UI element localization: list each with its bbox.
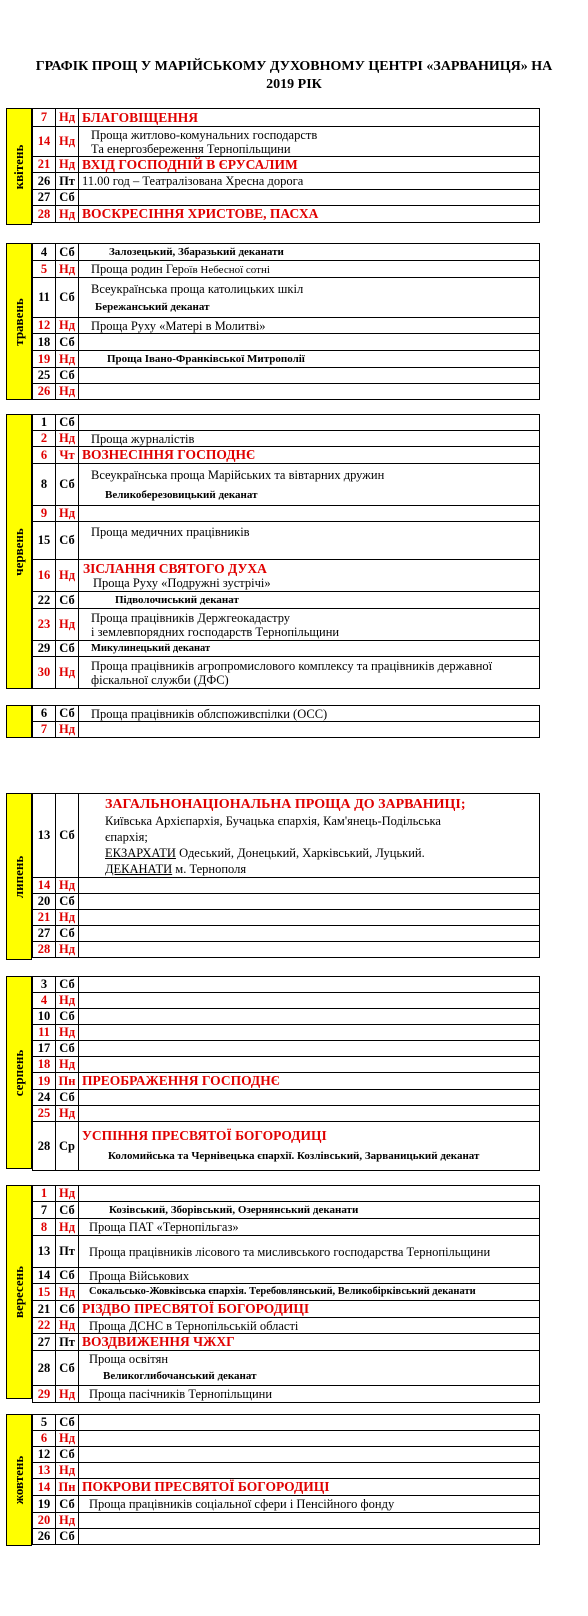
weekday-cell: Нд <box>56 1106 79 1122</box>
month-label-may <box>6 243 32 400</box>
august-table <box>32 976 540 1171</box>
table-row <box>33 109 540 127</box>
month-name: вересень <box>11 1265 26 1319</box>
weekday-cell: Нд <box>56 431 79 447</box>
event-cell: Проща ДСНС в Тернопільській області <box>79 1318 540 1334</box>
event-cell: Підволочиський деканат <box>79 592 540 609</box>
title-line-1: ГРАФІК ПРОЩ У МАРІЙСЬКОМУ ДУХОВНОМУ ЦЕНТРІ «ЗАРВАНИЦЯ» НА <box>35 59 553 74</box>
day-cell: 22 <box>33 1318 56 1334</box>
weekday-cell: Нд <box>56 1186 79 1202</box>
event-cell: Проща журналістів <box>79 431 540 447</box>
day-cell: 1 <box>33 1186 56 1202</box>
july-table <box>32 793 540 958</box>
event-cell: УСПІННЯ ПРЕСВЯТОЇ БОГОРОДИЦІ Коломийська та Чернівецька єпархії. Козлівський, Зарваницький деканат <box>79 1122 540 1171</box>
event-cell <box>79 942 540 958</box>
table-row <box>33 1073 540 1090</box>
event-cell: ЗАГАЛЬНОНАЦІОНАЛЬНА ПРОЩА ДО ЗАРВАНИЦІ; Київська Архієпархія, Бучацька єпархія, Кам'янець-Подільська єпархія; ЕКЗАРХАТИ Одеський, Донецький, Харківський, Луцький. ДЕКАНАТИ м. Тернополя <box>79 794 540 878</box>
weekday-cell: Сб <box>56 1268 79 1284</box>
day-cell: 2 <box>33 431 56 447</box>
event-cell: Проща працівників облспоживспілки (ОСС) <box>79 706 540 722</box>
table-row <box>33 351 540 368</box>
day-cell: 19 <box>33 351 56 368</box>
weekday-cell: Сб <box>56 190 79 206</box>
day-cell: 8 <box>33 464 56 506</box>
day-cell: 25 <box>33 1106 56 1122</box>
table-row <box>33 641 540 657</box>
weekday-cell: Нд <box>56 657 79 689</box>
event-cell: ЗІСЛАННЯ СВЯТОГО ДУХА Проща Руху «Подружні зустрічі» <box>79 560 540 592</box>
event-cell <box>79 384 540 400</box>
weekday-cell: Сб <box>56 926 79 942</box>
day-cell: 7 <box>33 109 56 127</box>
table-row <box>33 1386 540 1403</box>
table-row <box>33 794 540 878</box>
weekday-cell: Нд <box>56 1219 79 1236</box>
month-label-august <box>6 976 32 1169</box>
day-cell: 21 <box>33 1301 56 1318</box>
event-cell: Сокальсько-Жовківська єпархія. Теребовлянський, Великобірківський деканати <box>79 1284 540 1301</box>
weekday-cell: Сб <box>56 894 79 910</box>
weekday-cell: Чт <box>56 447 79 464</box>
table-row <box>33 415 540 431</box>
weekday-cell: Сб <box>56 592 79 609</box>
table-row <box>33 1415 540 1431</box>
table-row <box>33 942 540 958</box>
weekday-cell: Нд <box>56 506 79 522</box>
weekday-cell: Сб <box>56 522 79 560</box>
weekday-cell: Нд <box>56 1318 79 1334</box>
weekday-cell: Нд <box>56 127 79 157</box>
event-cell <box>79 1186 540 1202</box>
weekday-cell: Сб <box>56 1496 79 1513</box>
day-cell: 13 <box>33 794 56 878</box>
event-cell: Проща ПАТ «Тернопільгаз» <box>79 1219 540 1236</box>
title-line-2: 2019 РІК <box>266 77 322 92</box>
day-cell: 25 <box>33 368 56 384</box>
table-row <box>33 127 540 157</box>
month-label-april <box>6 108 32 225</box>
weekday-cell: Сб <box>56 464 79 506</box>
table-row <box>33 431 540 447</box>
weekday-cell: Сб <box>56 641 79 657</box>
event-cell: БЛАГОВІЩЕННЯ <box>79 109 540 127</box>
event-cell <box>79 926 540 942</box>
month-name: травень <box>11 297 26 346</box>
table-row <box>33 1219 540 1236</box>
weekday-cell: Нд <box>56 1431 79 1447</box>
day-cell: 27 <box>33 1334 56 1351</box>
september-table <box>32 1185 540 1403</box>
table-row <box>33 1106 540 1122</box>
table-row <box>33 1057 540 1073</box>
day-cell: 26 <box>33 1529 56 1545</box>
month-label-june <box>6 414 32 689</box>
day-cell: 20 <box>33 1513 56 1529</box>
table-row <box>33 384 540 400</box>
event-cell: РІЗДВО ПРЕСВЯТОЇ БОГОРОДИЦІ <box>79 1301 540 1318</box>
table-row <box>33 447 540 464</box>
weekday-cell: Сб <box>56 977 79 993</box>
day-cell: 1 <box>33 415 56 431</box>
day-cell: 10 <box>33 1009 56 1025</box>
table-row <box>33 506 540 522</box>
table-row <box>33 1318 540 1334</box>
event-cell: Проща житлово-комунальних господарств Та енергозбереження Тернопільщини <box>79 127 540 157</box>
event-cell <box>79 894 540 910</box>
table-row <box>33 657 540 689</box>
event-cell <box>79 334 540 351</box>
table-row <box>33 977 540 993</box>
table-row <box>33 1529 540 1545</box>
event-cell <box>79 1041 540 1057</box>
event-cell: Проща працівників агропромислового комплексу та працівників державної фіскальної служби (ДФС) <box>79 657 540 689</box>
event-cell <box>79 722 540 738</box>
weekday-cell: Нд <box>56 1386 79 1403</box>
table-row <box>33 910 540 926</box>
table-row <box>33 993 540 1009</box>
table-row <box>33 318 540 334</box>
event-cell <box>79 1513 540 1529</box>
table-row <box>33 592 540 609</box>
day-cell: 29 <box>33 641 56 657</box>
weekday-cell: Нд <box>56 722 79 738</box>
event-cell: ВОСКРЕСІННЯ ХРИСТОВЕ, ПАСХА <box>79 206 540 223</box>
day-cell: 6 <box>33 447 56 464</box>
weekday-cell: Пт <box>56 1236 79 1268</box>
weekday-cell: Нд <box>56 560 79 592</box>
page-title <box>0 58 588 94</box>
table-row <box>33 878 540 894</box>
table-row <box>33 1268 540 1284</box>
weekday-cell: Сб <box>56 1202 79 1219</box>
table-row <box>33 278 540 318</box>
event-cell <box>79 506 540 522</box>
month-name: липень <box>11 855 26 898</box>
event-cell <box>79 1529 540 1545</box>
table-row <box>33 1041 540 1057</box>
table-row <box>33 464 540 506</box>
april-table <box>32 108 540 223</box>
may-table <box>32 243 540 400</box>
table-row <box>33 1236 540 1268</box>
day-cell: 23 <box>33 609 56 641</box>
weekday-cell: Сб <box>56 1447 79 1463</box>
day-cell: 5 <box>33 261 56 278</box>
day-cell: 30 <box>33 657 56 689</box>
table-row <box>33 1009 540 1025</box>
day-cell: 26 <box>33 173 56 190</box>
weekday-cell: Нд <box>56 609 79 641</box>
event-cell: Проща родин Героїв Небесної сотні <box>79 261 540 278</box>
table-row <box>33 522 540 560</box>
weekday-cell: Пт <box>56 1334 79 1351</box>
weekday-cell: Нд <box>56 910 79 926</box>
weekday-cell: Нд <box>56 878 79 894</box>
event-cell: Проща Івано-Франківської Митрополії <box>79 351 540 368</box>
weekday-cell: Нд <box>56 109 79 127</box>
day-cell: 11 <box>33 278 56 318</box>
day-cell: 7 <box>33 722 56 738</box>
table-row <box>33 560 540 592</box>
day-cell: 15 <box>33 522 56 560</box>
event-cell <box>79 1106 540 1122</box>
event-cell <box>79 1009 540 1025</box>
table-row <box>33 1202 540 1219</box>
weekday-cell: Нд <box>56 384 79 400</box>
table-row <box>33 1122 540 1171</box>
day-cell: 18 <box>33 334 56 351</box>
day-cell: 21 <box>33 910 56 926</box>
weekday-cell: Нд <box>56 1513 79 1529</box>
weekday-cell: Нд <box>56 318 79 334</box>
weekday-cell: Сб <box>56 1041 79 1057</box>
day-cell: 4 <box>33 244 56 261</box>
event-cell <box>79 977 540 993</box>
table-row <box>33 1513 540 1529</box>
table-row <box>33 706 540 722</box>
event-cell: Проща працівників соціальної сфери і Пенсійного фонду <box>79 1496 540 1513</box>
day-cell: 26 <box>33 384 56 400</box>
event-cell: ВОЗДВИЖЕННЯ ЧЖХГ <box>79 1334 540 1351</box>
event-cell: Проща працівників Держгеокадастру і землевпорядних господарств Тернопільщини <box>79 609 540 641</box>
day-cell: 27 <box>33 190 56 206</box>
weekday-cell: Нд <box>56 993 79 1009</box>
weekday-cell: Нд <box>56 157 79 173</box>
event-cell <box>79 993 540 1009</box>
table-row <box>33 1090 540 1106</box>
day-cell: 19 <box>33 1073 56 1090</box>
event-cell: Проща працівників лісового та мисливського господарства Тернопільщини <box>79 1236 540 1268</box>
event-cell <box>79 878 540 894</box>
october-table <box>32 1414 540 1545</box>
event-cell: ПРЕОБРАЖЕННЯ ГОСПОДНЄ <box>79 1073 540 1090</box>
table-row <box>33 1025 540 1041</box>
event-cell <box>79 1415 540 1431</box>
day-cell: 7 <box>33 1202 56 1219</box>
day-cell: 27 <box>33 926 56 942</box>
day-cell: 11 <box>33 1025 56 1041</box>
weekday-cell: Сб <box>56 415 79 431</box>
event-cell <box>79 1463 540 1479</box>
event-cell: Всеукраїнська проща католицьких шкіл Бережанський деканат <box>79 278 540 318</box>
table-row <box>33 722 540 738</box>
day-cell: 22 <box>33 592 56 609</box>
day-cell: 13 <box>33 1236 56 1268</box>
table-row <box>33 368 540 384</box>
table-row <box>33 244 540 261</box>
weekday-cell: Сб <box>56 1529 79 1545</box>
month-label-october <box>6 1414 32 1546</box>
day-cell: 28 <box>33 1122 56 1171</box>
event-cell: 11.00 год – Театралізована Хресна дорога <box>79 173 540 190</box>
month-name: жовтень <box>11 1455 26 1505</box>
day-cell: 9 <box>33 506 56 522</box>
table-row <box>33 609 540 641</box>
weekday-cell: Сб <box>56 1301 79 1318</box>
event-cell <box>79 190 540 206</box>
day-cell: 19 <box>33 1496 56 1513</box>
day-cell: 28 <box>33 942 56 958</box>
weekday-cell: Сб <box>56 794 79 878</box>
event-cell: Проща Руху «Матері в Молитві» <box>79 318 540 334</box>
weekday-cell: Нд <box>56 1057 79 1073</box>
event-cell <box>79 1090 540 1106</box>
month-name: серпень <box>11 1049 26 1096</box>
table-row <box>33 1334 540 1351</box>
day-cell: 3 <box>33 977 56 993</box>
table-row <box>33 1447 540 1463</box>
event-cell: Проща пасічників Тернопільщини <box>79 1386 540 1403</box>
weekday-cell: Пт <box>56 173 79 190</box>
table-row <box>33 334 540 351</box>
weekday-cell: Сб <box>56 244 79 261</box>
table-row <box>33 1186 540 1202</box>
weekday-cell: Ср <box>56 1122 79 1171</box>
event-cell <box>79 1057 540 1073</box>
day-cell: 12 <box>33 1447 56 1463</box>
weekday-cell: Нд <box>56 942 79 958</box>
day-cell: 12 <box>33 318 56 334</box>
weekday-cell: Нд <box>56 1284 79 1301</box>
table-row <box>33 190 540 206</box>
table-row <box>33 894 540 910</box>
day-cell: 14 <box>33 878 56 894</box>
table-row <box>33 261 540 278</box>
weekday-cell: Сб <box>56 334 79 351</box>
table-row <box>33 1431 540 1447</box>
weekday-cell: Сб <box>56 1351 79 1386</box>
table-row <box>33 1351 540 1386</box>
event-cell <box>79 1025 540 1041</box>
weekday-cell: Пн <box>56 1073 79 1090</box>
day-cell: 14 <box>33 1479 56 1496</box>
month-name: квітень <box>11 144 26 189</box>
event-cell: ВОЗНЕСІННЯ ГОСПОДНЄ <box>79 447 540 464</box>
event-cell: Проща медичних працівників <box>79 522 540 560</box>
day-cell: 6 <box>33 706 56 722</box>
weekday-cell: Нд <box>56 206 79 223</box>
event-cell: Залозецький, Збаразький деканати <box>79 244 540 261</box>
table-row <box>33 1301 540 1318</box>
day-cell: 17 <box>33 1041 56 1057</box>
event-cell <box>79 1431 540 1447</box>
day-cell: 14 <box>33 1268 56 1284</box>
event-cell: Всеукраїнська проща Марійських та вівтарних дружин Великоберезовицький деканат <box>79 464 540 506</box>
day-cell: 21 <box>33 157 56 173</box>
table-row <box>33 173 540 190</box>
table-row <box>33 926 540 942</box>
table-row <box>33 1284 540 1301</box>
month-label-july <box>6 793 32 960</box>
day-cell: 24 <box>33 1090 56 1106</box>
weekday-cell: Сб <box>56 1090 79 1106</box>
weekday-cell: Сб <box>56 368 79 384</box>
table-row <box>33 157 540 173</box>
event-cell <box>79 415 540 431</box>
month-name: червень <box>11 527 26 576</box>
day-cell: 14 <box>33 127 56 157</box>
day-cell: 16 <box>33 560 56 592</box>
event-cell <box>79 1447 540 1463</box>
event-cell: ВХІД ГОСПОДНІЙ В ЄРУСАЛИМ <box>79 157 540 173</box>
weekday-cell: Пн <box>56 1479 79 1496</box>
day-cell: 20 <box>33 894 56 910</box>
weekday-cell: Сб <box>56 1415 79 1431</box>
event-cell: Микулинецький деканат <box>79 641 540 657</box>
event-cell <box>79 368 540 384</box>
table-row <box>33 206 540 223</box>
event-cell <box>79 910 540 926</box>
weekday-cell: Нд <box>56 1463 79 1479</box>
day-cell: 6 <box>33 1431 56 1447</box>
weekday-cell: Сб <box>56 278 79 318</box>
day-cell: 28 <box>33 1351 56 1386</box>
day-cell: 18 <box>33 1057 56 1073</box>
event-cell: Проща освітян Великоглибочанський деканат <box>79 1351 540 1386</box>
day-cell: 4 <box>33 993 56 1009</box>
weekday-cell: Сб <box>56 1009 79 1025</box>
day-cell: 29 <box>33 1386 56 1403</box>
event-cell: ПОКРОВИ ПРЕСВЯТОЇ БОГОРОДИЦІ <box>79 1479 540 1496</box>
event-cell: Козівський, Зборівський, Озернянський деканати <box>79 1202 540 1219</box>
weekday-cell: Нд <box>56 351 79 368</box>
day-cell: 15 <box>33 1284 56 1301</box>
weekday-cell: Нд <box>56 261 79 278</box>
july-early-table <box>32 705 540 738</box>
table-row <box>33 1463 540 1479</box>
weekday-cell: Нд <box>56 1025 79 1041</box>
day-cell: 28 <box>33 206 56 223</box>
day-cell: 8 <box>33 1219 56 1236</box>
table-row <box>33 1496 540 1513</box>
weekday-cell: Сб <box>56 706 79 722</box>
table-row <box>33 1479 540 1496</box>
day-cell: 5 <box>33 1415 56 1431</box>
month-label-july-early <box>6 705 32 738</box>
day-cell: 13 <box>33 1463 56 1479</box>
month-label-september <box>6 1185 32 1399</box>
event-cell: Проща Військових <box>79 1268 540 1284</box>
june-table <box>32 414 540 689</box>
